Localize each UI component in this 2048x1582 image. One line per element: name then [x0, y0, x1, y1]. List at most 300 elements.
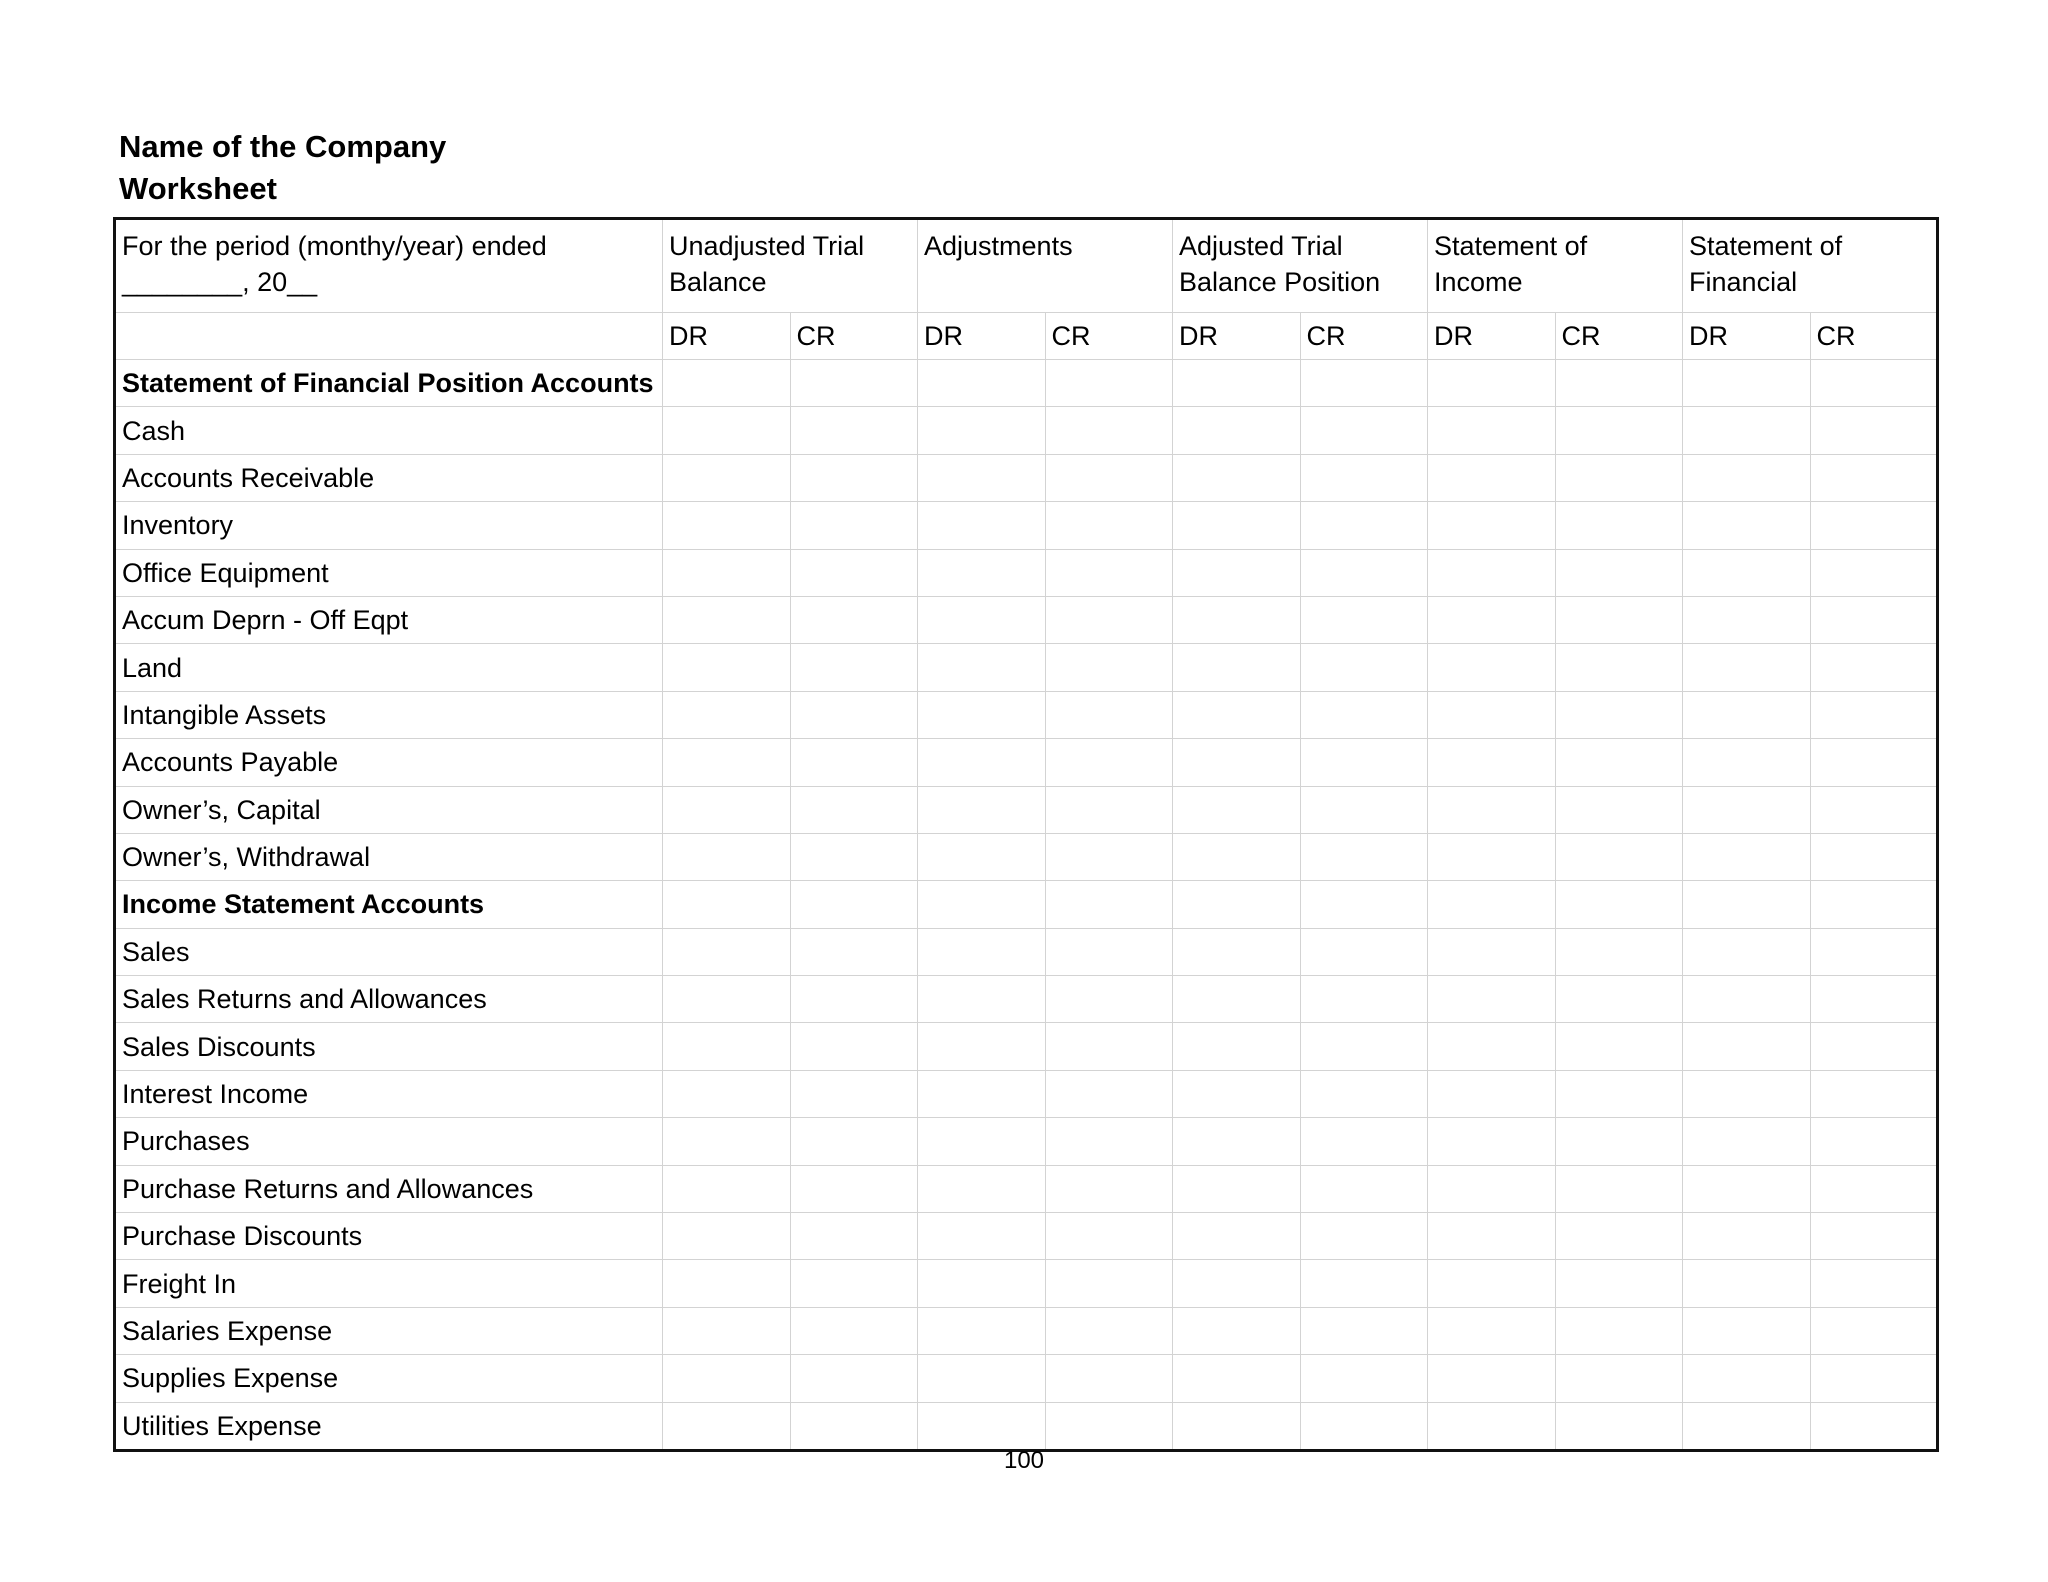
cr-amount-cell[interactable] — [790, 1023, 918, 1070]
account-row — [115, 1260, 1938, 1307]
dr-amount-cell[interactable] — [663, 1023, 791, 1070]
dr-amount-cell[interactable] — [1683, 1355, 1811, 1402]
page-heading — [119, 126, 446, 210]
cr-amount-cell[interactable] — [790, 1355, 918, 1402]
account-name: Cash — [115, 407, 663, 454]
cr-amount-cell[interactable] — [1045, 502, 1173, 549]
cr-amount-cell[interactable] — [790, 454, 918, 501]
cr-amount-cell[interactable] — [1810, 1307, 1938, 1354]
cr-amount-cell[interactable] — [1300, 549, 1428, 596]
dr-amount-cell[interactable] — [1683, 1023, 1811, 1070]
cr-amount-cell[interactable] — [790, 881, 918, 928]
dr-amount-cell[interactable] — [663, 644, 791, 691]
cr-amount-cell[interactable] — [1300, 928, 1428, 975]
cr-amount-cell[interactable] — [1810, 407, 1938, 454]
cr-amount-cell[interactable] — [1045, 1307, 1173, 1354]
cr-amount-cell[interactable] — [1810, 596, 1938, 643]
dr-amount-cell[interactable] — [1683, 1402, 1811, 1450]
account-name: Sales — [115, 928, 663, 975]
cr-amount-cell[interactable] — [1300, 1402, 1428, 1450]
cr-amount-cell[interactable] — [1555, 1165, 1683, 1212]
cr-amount-cell[interactable] — [1045, 360, 1173, 407]
group-header-adjusted-trial-balance: Adjusted Trial Balance Position — [1173, 219, 1428, 313]
cr-amount-cell[interactable] — [1045, 1165, 1173, 1212]
account-row — [115, 1402, 1938, 1450]
cr-amount-cell[interactable] — [1045, 454, 1173, 501]
cr-amount-cell[interactable] — [1810, 1260, 1938, 1307]
account-name: Utilities Expense — [115, 1402, 663, 1450]
group-header-adjustments: Adjustments — [918, 219, 1173, 313]
dr-amount-cell[interactable] — [918, 1213, 1046, 1260]
dr-amount-cell[interactable] — [1173, 502, 1301, 549]
dr-amount-cell[interactable] — [1428, 1307, 1556, 1354]
dr-amount-cell[interactable] — [1173, 454, 1301, 501]
dr-amount-cell[interactable] — [1428, 881, 1556, 928]
cr-amount-cell[interactable] — [1555, 1307, 1683, 1354]
cr-amount-cell[interactable] — [1555, 739, 1683, 786]
dr-amount-cell[interactable] — [1173, 1165, 1301, 1212]
dr-amount-cell[interactable] — [1428, 691, 1556, 738]
dr-amount-cell[interactable] — [918, 502, 1046, 549]
cr-amount-cell[interactable] — [1300, 644, 1428, 691]
cr-amount-cell[interactable] — [1810, 549, 1938, 596]
cr-amount-cell[interactable] — [1810, 1118, 1938, 1165]
section-header-row — [115, 881, 1938, 928]
cr-amount-cell[interactable] — [1555, 1402, 1683, 1450]
section-title: Income Statement Accounts — [115, 881, 663, 928]
dr-amount-cell[interactable] — [1173, 881, 1301, 928]
dr-amount-cell[interactable] — [1173, 1213, 1301, 1260]
cr-amount-cell[interactable] — [1300, 881, 1428, 928]
cr-amount-cell[interactable] — [1555, 1213, 1683, 1260]
account-row — [115, 1165, 1938, 1212]
cr-amount-cell[interactable] — [1300, 1023, 1428, 1070]
account-row — [115, 1213, 1938, 1260]
account-row — [115, 833, 1938, 880]
cr-amount-cell[interactable] — [1555, 1070, 1683, 1117]
cr-amount-cell[interactable] — [1300, 739, 1428, 786]
cr-amount-cell[interactable] — [1555, 881, 1683, 928]
account-name: Owner’s, Capital — [115, 786, 663, 833]
dr-amount-cell[interactable] — [918, 739, 1046, 786]
cr-amount-cell[interactable] — [1810, 360, 1938, 407]
cr-amount-cell[interactable] — [1300, 407, 1428, 454]
dr-amount-cell[interactable] — [918, 881, 1046, 928]
account-name: Purchases — [115, 1118, 663, 1165]
section-title: Statement of Financial Position Accounts — [115, 360, 663, 407]
cr-amount-cell[interactable] — [1045, 1402, 1173, 1450]
dr-amount-cell[interactable] — [918, 1070, 1046, 1117]
dr-amount-cell[interactable] — [1428, 976, 1556, 1023]
cr-header: CR — [1555, 313, 1683, 360]
dr-amount-cell[interactable] — [1428, 407, 1556, 454]
cr-amount-cell[interactable] — [1300, 1355, 1428, 1402]
cr-amount-cell[interactable] — [790, 1118, 918, 1165]
dr-amount-cell[interactable] — [1683, 928, 1811, 975]
dr-amount-cell[interactable] — [918, 549, 1046, 596]
account-name: Inventory — [115, 502, 663, 549]
cr-amount-cell[interactable] — [1300, 1165, 1428, 1212]
dr-amount-cell[interactable] — [1428, 1023, 1556, 1070]
account-row — [115, 691, 1938, 738]
account-name: Salaries Expense — [115, 1307, 663, 1354]
dr-cr-header-row — [115, 313, 1938, 360]
dr-amount-cell[interactable] — [663, 1307, 791, 1354]
dr-amount-cell[interactable] — [1173, 1355, 1301, 1402]
account-row — [115, 549, 1938, 596]
account-name: Freight In — [115, 1260, 663, 1307]
cr-amount-cell[interactable] — [1045, 976, 1173, 1023]
dr-amount-cell[interactable] — [1683, 881, 1811, 928]
cr-amount-cell[interactable] — [1045, 881, 1173, 928]
dr-amount-cell[interactable] — [1683, 644, 1811, 691]
account-name: Purchase Discounts — [115, 1213, 663, 1260]
cr-amount-cell[interactable] — [1555, 1023, 1683, 1070]
cr-amount-cell[interactable] — [1045, 407, 1173, 454]
dr-amount-cell[interactable] — [1683, 976, 1811, 1023]
cr-amount-cell[interactable] — [1300, 360, 1428, 407]
account-row — [115, 1355, 1938, 1402]
dr-amount-cell[interactable] — [1683, 1165, 1811, 1212]
account-row — [115, 596, 1938, 643]
cr-amount-cell[interactable] — [1045, 644, 1173, 691]
dr-amount-cell[interactable] — [1173, 1118, 1301, 1165]
cr-header: CR — [1810, 313, 1938, 360]
dr-amount-cell[interactable] — [663, 454, 791, 501]
dr-amount-cell[interactable] — [1173, 833, 1301, 880]
cr-amount-cell[interactable] — [790, 928, 918, 975]
dr-amount-cell[interactable] — [1173, 928, 1301, 975]
cr-amount-cell[interactable] — [1810, 1070, 1938, 1117]
dr-amount-cell[interactable] — [663, 596, 791, 643]
cr-amount-cell[interactable] — [790, 407, 918, 454]
cr-amount-cell[interactable] — [1555, 549, 1683, 596]
dr-amount-cell[interactable] — [918, 1260, 1046, 1307]
dr-amount-cell[interactable] — [1173, 739, 1301, 786]
cr-amount-cell[interactable] — [790, 1070, 918, 1117]
dr-amount-cell[interactable] — [1428, 928, 1556, 975]
account-row — [115, 1070, 1938, 1117]
dr-amount-cell[interactable] — [1428, 549, 1556, 596]
dr-amount-cell[interactable] — [918, 644, 1046, 691]
group-header-statement-of-income: Statement of Income — [1428, 219, 1683, 313]
dr-amount-cell[interactable] — [1683, 1307, 1811, 1354]
cr-amount-cell[interactable] — [1555, 928, 1683, 975]
dr-amount-cell[interactable] — [663, 1118, 791, 1165]
dr-amount-cell[interactable] — [663, 1070, 791, 1117]
cr-amount-cell[interactable] — [1810, 786, 1938, 833]
cr-amount-cell[interactable] — [1045, 1260, 1173, 1307]
dr-amount-cell[interactable] — [663, 1213, 791, 1260]
dr-header: DR — [663, 313, 791, 360]
cr-header: CR — [1045, 313, 1173, 360]
cr-amount-cell[interactable] — [790, 502, 918, 549]
dr-amount-cell[interactable] — [1428, 1213, 1556, 1260]
cr-amount-cell[interactable] — [1810, 1355, 1938, 1402]
account-name: Accounts Payable — [115, 739, 663, 786]
dr-amount-cell[interactable] — [918, 1402, 1046, 1450]
dr-amount-cell[interactable] — [1173, 596, 1301, 643]
dr-amount-cell[interactable] — [1428, 1070, 1556, 1117]
dr-amount-cell[interactable] — [1428, 454, 1556, 501]
dr-amount-cell[interactable] — [1173, 1307, 1301, 1354]
dr-amount-cell[interactable] — [1683, 1118, 1811, 1165]
dr-amount-cell[interactable] — [1173, 644, 1301, 691]
cr-amount-cell[interactable] — [1300, 502, 1428, 549]
cr-amount-cell[interactable] — [1300, 1307, 1428, 1354]
cr-amount-cell[interactable] — [790, 691, 918, 738]
period-header — [115, 219, 663, 313]
dr-amount-cell[interactable] — [663, 1165, 791, 1212]
dr-amount-cell[interactable] — [1683, 454, 1811, 501]
page-number: 100 — [1003, 1447, 1045, 1474]
account-name: Sales Discounts — [115, 1023, 663, 1070]
account-row — [115, 502, 1938, 549]
worksheet-title: Worksheet — [119, 171, 277, 206]
dr-amount-cell[interactable] — [1428, 1260, 1556, 1307]
cr-amount-cell[interactable] — [1045, 1118, 1173, 1165]
dr-amount-cell[interactable] — [918, 1165, 1046, 1212]
cr-amount-cell[interactable] — [1810, 976, 1938, 1023]
dr-amount-cell[interactable] — [663, 739, 791, 786]
dr-amount-cell[interactable] — [918, 1118, 1046, 1165]
account-name: Accum Deprn - Off Eqpt — [115, 596, 663, 643]
cr-amount-cell[interactable] — [1810, 928, 1938, 975]
dr-amount-cell[interactable] — [1683, 596, 1811, 643]
account-name: Office Equipment — [115, 549, 663, 596]
account-row — [115, 1023, 1938, 1070]
cr-amount-cell[interactable] — [1555, 360, 1683, 407]
dr-amount-cell[interactable] — [1428, 1165, 1556, 1212]
dr-amount-cell[interactable] — [1683, 360, 1811, 407]
cr-amount-cell[interactable] — [1555, 407, 1683, 454]
dr-amount-cell[interactable] — [1683, 786, 1811, 833]
dr-amount-cell[interactable] — [1683, 1213, 1811, 1260]
cr-amount-cell[interactable] — [1810, 881, 1938, 928]
group-header-row — [115, 219, 1938, 313]
dr-amount-cell[interactable] — [1683, 407, 1811, 454]
dr-amount-cell[interactable] — [1173, 407, 1301, 454]
account-row — [115, 786, 1938, 833]
cr-amount-cell[interactable] — [1300, 454, 1428, 501]
dr-amount-cell[interactable] — [1173, 691, 1301, 738]
account-row — [115, 976, 1938, 1023]
dr-amount-cell[interactable] — [918, 1355, 1046, 1402]
cr-amount-cell[interactable] — [1555, 691, 1683, 738]
cr-amount-cell[interactable] — [790, 1402, 918, 1450]
cr-amount-cell[interactable] — [790, 1260, 918, 1307]
dr-amount-cell[interactable] — [1428, 786, 1556, 833]
account-name: Owner’s, Withdrawal — [115, 833, 663, 880]
dr-amount-cell[interactable] — [1683, 1260, 1811, 1307]
cr-amount-cell[interactable] — [1810, 502, 1938, 549]
dr-amount-cell[interactable] — [918, 786, 1046, 833]
dr-amount-cell[interactable] — [1173, 549, 1301, 596]
dr-amount-cell[interactable] — [1428, 1355, 1556, 1402]
dr-amount-cell[interactable] — [663, 360, 791, 407]
dr-amount-cell[interactable] — [663, 502, 791, 549]
cr-header: CR — [1300, 313, 1428, 360]
dr-header: DR — [1428, 313, 1556, 360]
cr-amount-cell[interactable] — [790, 833, 918, 880]
dr-amount-cell[interactable] — [1428, 596, 1556, 643]
dr-amount-cell[interactable] — [663, 691, 791, 738]
cr-amount-cell[interactable] — [1300, 786, 1428, 833]
dr-amount-cell[interactable] — [1173, 1402, 1301, 1450]
cr-amount-cell[interactable] — [1045, 1213, 1173, 1260]
cr-amount-cell[interactable] — [790, 976, 918, 1023]
dr-amount-cell[interactable] — [1428, 739, 1556, 786]
cr-amount-cell[interactable] — [790, 644, 918, 691]
dr-amount-cell[interactable] — [663, 976, 791, 1023]
cr-amount-cell[interactable] — [1045, 596, 1173, 643]
cr-amount-cell[interactable] — [1810, 454, 1938, 501]
cr-amount-cell[interactable] — [1555, 1355, 1683, 1402]
dr-amount-cell[interactable] — [1173, 1070, 1301, 1117]
dr-header: DR — [1173, 313, 1301, 360]
dr-amount-cell[interactable] — [663, 881, 791, 928]
cr-amount-cell[interactable] — [790, 1213, 918, 1260]
account-row — [115, 928, 1938, 975]
period-line: For the period (monthy/year) ended — [122, 231, 547, 261]
dr-amount-cell[interactable] — [663, 549, 791, 596]
dr-amount-cell[interactable] — [918, 360, 1046, 407]
cr-amount-cell[interactable] — [1555, 1118, 1683, 1165]
dr-amount-cell[interactable] — [1173, 976, 1301, 1023]
account-row — [115, 644, 1938, 691]
cr-amount-cell[interactable] — [1810, 1402, 1938, 1450]
dr-amount-cell[interactable] — [1173, 1260, 1301, 1307]
cr-amount-cell[interactable] — [1810, 691, 1938, 738]
dr-amount-cell[interactable] — [1173, 1023, 1301, 1070]
dr-amount-cell[interactable] — [1173, 786, 1301, 833]
cr-amount-cell[interactable] — [1555, 644, 1683, 691]
dr-amount-cell[interactable] — [918, 691, 1046, 738]
dr-amount-cell[interactable] — [1683, 833, 1811, 880]
cr-amount-cell[interactable] — [1810, 1165, 1938, 1212]
dr-amount-cell[interactable] — [918, 928, 1046, 975]
account-row — [115, 1118, 1938, 1165]
dr-amount-cell[interactable] — [918, 833, 1046, 880]
cr-amount-cell[interactable] — [1300, 833, 1428, 880]
cr-amount-cell[interactable] — [1045, 549, 1173, 596]
cr-amount-cell[interactable] — [1045, 833, 1173, 880]
dr-amount-cell[interactable] — [663, 833, 791, 880]
dr-amount-cell[interactable] — [1428, 1118, 1556, 1165]
dr-amount-cell[interactable] — [1428, 644, 1556, 691]
cr-amount-cell[interactable] — [1555, 976, 1683, 1023]
dr-amount-cell[interactable] — [1683, 549, 1811, 596]
account-name: Supplies Expense — [115, 1355, 663, 1402]
dr-amount-cell[interactable] — [918, 407, 1046, 454]
dr-amount-cell[interactable] — [1428, 1402, 1556, 1450]
blank-header-cell — [115, 313, 663, 360]
dr-amount-cell[interactable] — [1173, 360, 1301, 407]
dr-amount-cell[interactable] — [663, 928, 791, 975]
company-name: Name of the Company — [119, 129, 447, 164]
cr-amount-cell[interactable] — [1555, 786, 1683, 833]
cr-amount-cell[interactable] — [1555, 502, 1683, 549]
dr-amount-cell[interactable] — [663, 407, 791, 454]
cr-amount-cell[interactable] — [1810, 1213, 1938, 1260]
cr-amount-cell[interactable] — [1810, 739, 1938, 786]
cr-amount-cell[interactable] — [1555, 454, 1683, 501]
dr-amount-cell[interactable] — [663, 1355, 791, 1402]
cr-amount-cell[interactable] — [790, 596, 918, 643]
cr-amount-cell[interactable] — [1045, 786, 1173, 833]
cr-amount-cell[interactable] — [1045, 1023, 1173, 1070]
dr-amount-cell[interactable] — [1428, 502, 1556, 549]
dr-amount-cell[interactable] — [918, 1307, 1046, 1354]
cr-header: CR — [790, 313, 918, 360]
dr-amount-cell[interactable] — [663, 786, 791, 833]
dr-amount-cell[interactable] — [918, 976, 1046, 1023]
account-row — [115, 1307, 1938, 1354]
cr-amount-cell[interactable] — [1300, 1213, 1428, 1260]
cr-amount-cell[interactable] — [790, 1307, 918, 1354]
cr-amount-cell[interactable] — [1045, 928, 1173, 975]
cr-amount-cell[interactable] — [1810, 644, 1938, 691]
dr-amount-cell[interactable] — [918, 454, 1046, 501]
account-name: Interest Income — [115, 1070, 663, 1117]
dr-amount-cell[interactable] — [1683, 1070, 1811, 1117]
section-header-row — [115, 360, 1938, 407]
cr-amount-cell[interactable] — [1555, 596, 1683, 643]
cr-amount-cell[interactable] — [1555, 1260, 1683, 1307]
account-name: Accounts Receivable — [115, 454, 663, 501]
dr-amount-cell[interactable] — [1683, 691, 1811, 738]
dr-header: DR — [918, 313, 1046, 360]
account-row — [115, 407, 1938, 454]
account-row — [115, 739, 1938, 786]
account-name: Sales Returns and Allowances — [115, 976, 663, 1023]
account-row — [115, 454, 1938, 501]
cr-amount-cell[interactable] — [1300, 1070, 1428, 1117]
cr-amount-cell[interactable] — [1810, 1023, 1938, 1070]
dr-amount-cell[interactable] — [918, 1023, 1046, 1070]
cr-amount-cell[interactable] — [1045, 739, 1173, 786]
cr-amount-cell[interactable] — [1300, 1260, 1428, 1307]
worksheet-table — [113, 217, 1939, 1452]
cr-amount-cell[interactable] — [790, 360, 918, 407]
cr-amount-cell[interactable] — [790, 739, 918, 786]
dr-amount-cell[interactable] — [1683, 739, 1811, 786]
dr-amount-cell[interactable] — [1428, 833, 1556, 880]
cr-amount-cell[interactable] — [1555, 833, 1683, 880]
dr-amount-cell[interactable] — [663, 1260, 791, 1307]
cr-amount-cell[interactable] — [1300, 1118, 1428, 1165]
account-name: Intangible Assets — [115, 691, 663, 738]
period-date-blank: ________, 20__ — [122, 267, 318, 297]
cr-amount-cell[interactable] — [790, 549, 918, 596]
account-name: Purchase Returns and Allowances — [115, 1165, 663, 1212]
cr-amount-cell[interactable] — [1045, 691, 1173, 738]
dr-amount-cell[interactable] — [918, 596, 1046, 643]
dr-amount-cell[interactable] — [663, 1402, 791, 1450]
cr-amount-cell[interactable] — [790, 1165, 918, 1212]
dr-amount-cell[interactable] — [1683, 502, 1811, 549]
cr-amount-cell[interactable] — [1810, 833, 1938, 880]
dr-amount-cell[interactable] — [1428, 360, 1556, 407]
cr-amount-cell[interactable] — [1300, 691, 1428, 738]
cr-amount-cell[interactable] — [1045, 1070, 1173, 1117]
cr-amount-cell[interactable] — [790, 786, 918, 833]
cr-amount-cell[interactable] — [1300, 976, 1428, 1023]
account-name: Land — [115, 644, 663, 691]
group-header-statement-of-financial: Statement of Financial — [1683, 219, 1938, 313]
cr-amount-cell[interactable] — [1045, 1355, 1173, 1402]
cr-amount-cell[interactable] — [1300, 596, 1428, 643]
